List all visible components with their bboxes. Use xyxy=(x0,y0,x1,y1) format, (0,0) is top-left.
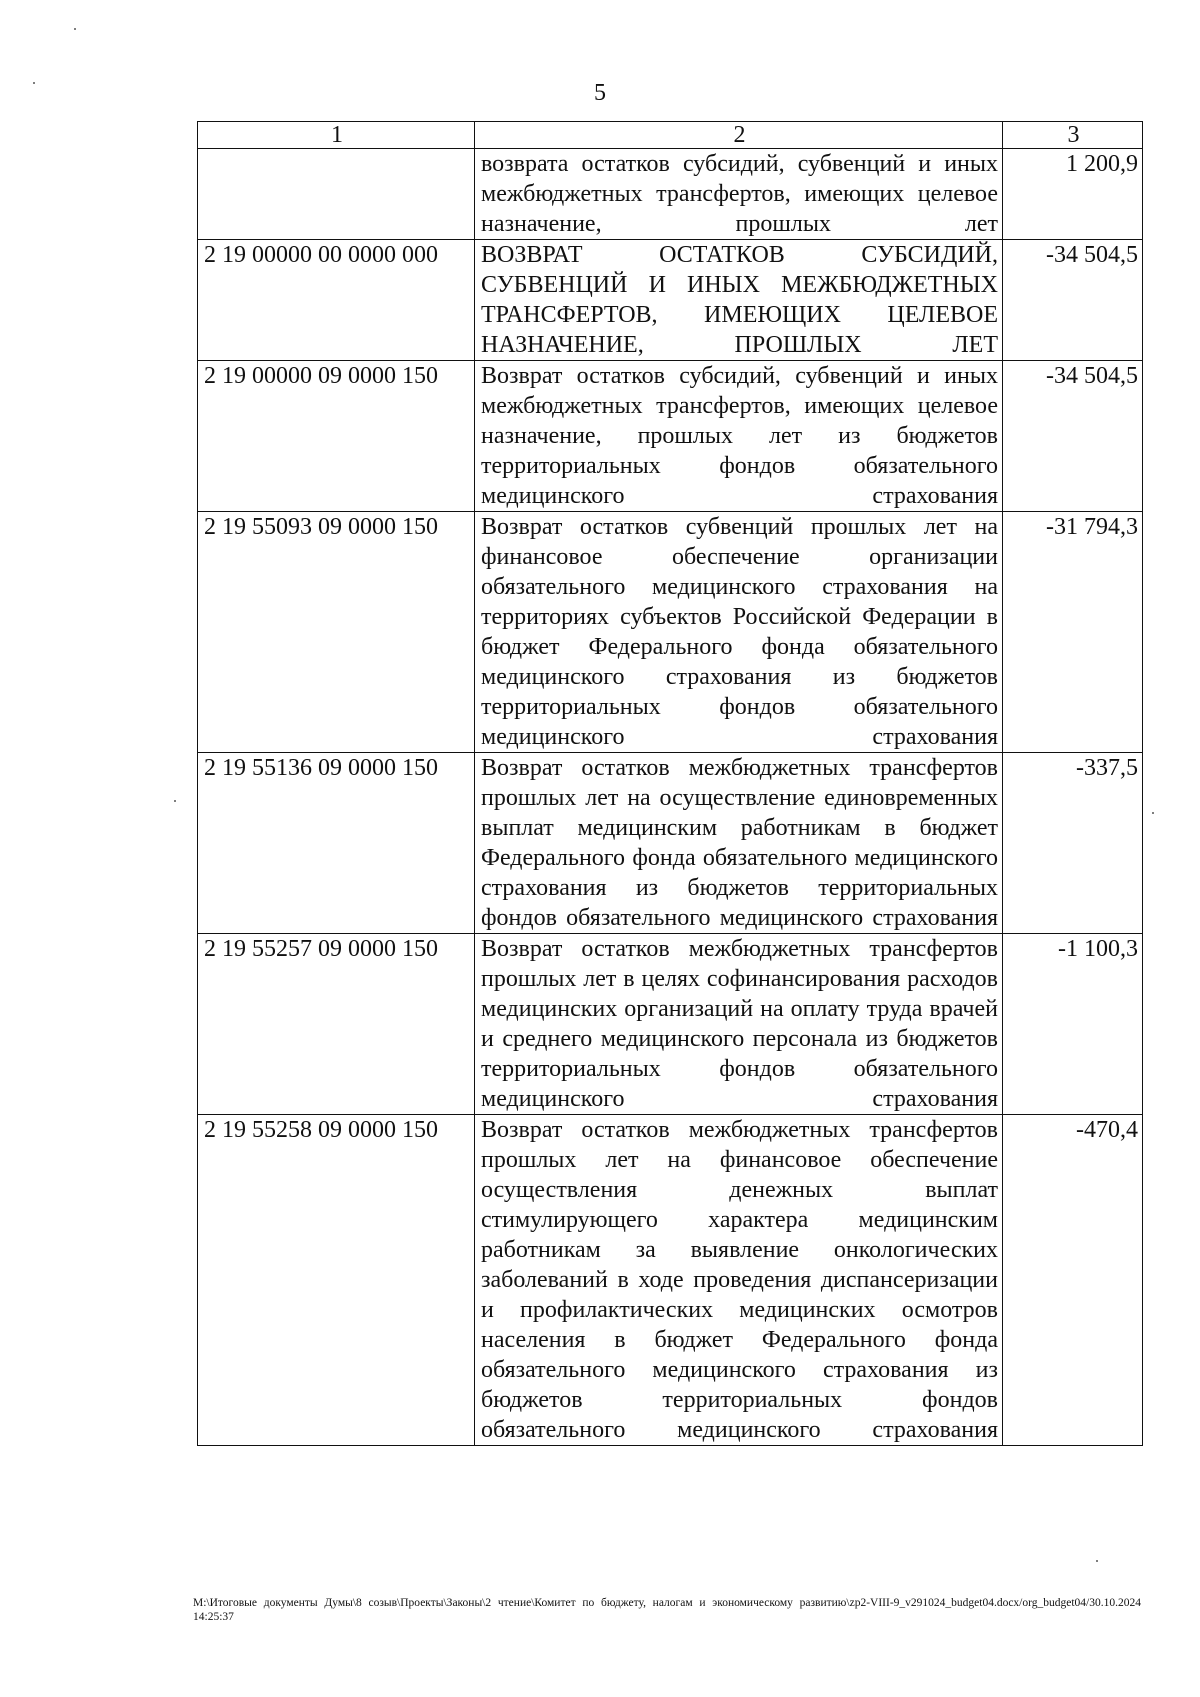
table-row xyxy=(198,1115,1143,1446)
scan-speck xyxy=(174,800,176,802)
scan-speck xyxy=(1096,1560,1098,1562)
table-header-row xyxy=(198,122,1143,149)
table-row xyxy=(198,934,1143,1115)
row-amount: -34 504,5 xyxy=(1003,361,1143,512)
table-row xyxy=(198,361,1143,512)
row-amount: -470,4 xyxy=(1003,1115,1143,1446)
table-row xyxy=(198,240,1143,361)
table-row xyxy=(198,512,1143,753)
row-description: Возврат остатков межбюджетных трансфертов прошлых лет в целях софинансирования расходов медицинских организаций на оплату труда врачей и среднего медицинского персонала из бюджетов территориальных фондов обязательного медицинского страхования xyxy=(475,934,1003,1115)
row-description: Возврат остатков межбюджетных трансфертов прошлых лет на осуществление единовременных выплат медицинским работникам в бюджет Федерального фонда обязательного медицинского страхования из бюджетов территориальных фондов обязательного медицинского страхования xyxy=(475,753,1003,934)
row-code: 2 19 00000 09 0000 150 xyxy=(198,361,475,512)
row-code: 2 19 00000 00 0000 000 xyxy=(198,240,475,361)
row-code: 2 19 55257 09 0000 150 xyxy=(198,934,475,1115)
row-amount: -34 504,5 xyxy=(1003,240,1143,361)
column-header-code: 1 xyxy=(198,122,475,149)
row-code: 2 19 55258 09 0000 150 xyxy=(198,1115,475,1446)
column-header-description: 2 xyxy=(475,122,1003,149)
page-number: 5 xyxy=(594,80,606,106)
row-amount: -31 794,3 xyxy=(1003,512,1143,753)
scan-speck xyxy=(33,82,35,84)
row-amount: 1 200,9 xyxy=(1003,149,1143,240)
table-row xyxy=(198,149,1143,240)
row-description: Возврат остатков межбюджетных трансфертов прошлых лет на финансовое обеспечение осуществления денежных выплат стимулирующего характера медицинским работникам за выявление онкологических заболеваний в ходе проведения диспансеризации и профилактических медицинских осмотров населения в бюджет Федерального фонда обязательного медицинского страхования из бюджетов территориальных фондов обязательного медицинского страхования xyxy=(475,1115,1003,1446)
row-code xyxy=(198,149,475,240)
row-description: ВОЗВРАТ ОСТАТКОВ СУБСИДИЙ, СУБВЕНЦИЙ И ИНЫХ МЕЖБЮДЖЕТНЫХ ТРАНСФЕРТОВ, ИМЕЮЩИХ ЦЕЛЕВОЕ НАЗНАЧЕНИЕ, ПРОШЛЫХ ЛЕТ xyxy=(475,240,1003,361)
row-description: Возврат остатков субсидий, субвенций и иных межбюджетных трансфертов, имеющих целевое назначение, прошлых лет из бюджетов территориальных фондов обязательного медицинского страхования xyxy=(475,361,1003,512)
row-amount: -1 100,3 xyxy=(1003,934,1143,1115)
scan-speck xyxy=(1152,812,1154,814)
scan-speck xyxy=(74,28,76,30)
row-code: 2 19 55093 09 0000 150 xyxy=(198,512,475,753)
document-file-path-footer: М:\Итоговые документы Думы\8 созыв\Проекты\Законы\2 чтение\Комитет по бюджету, налогам и экономическому развитию\zp2-VIII-9_v291024_budget04.docx/org_budget04/30.10.2024 14:25:37 xyxy=(193,1597,1141,1623)
row-code: 2 19 55136 09 0000 150 xyxy=(198,753,475,934)
column-header-amount: 3 xyxy=(1003,122,1143,149)
row-description: Возврат остатков субвенций прошлых лет на финансовое обеспечение организации обязательного медицинского страхования на территориях субъектов Российской Федерации в бюджет Федерального фонда обязательного медицинского страхования из бюджетов территориальных фондов обязательного медицинского страхования xyxy=(475,512,1003,753)
table-row xyxy=(198,753,1143,934)
row-description: возврата остатков субсидий, субвенций и иных межбюджетных трансфертов, имеющих целевое назначение, прошлых лет xyxy=(475,149,1003,240)
row-amount: -337,5 xyxy=(1003,753,1143,934)
budget-table xyxy=(197,121,1143,1446)
